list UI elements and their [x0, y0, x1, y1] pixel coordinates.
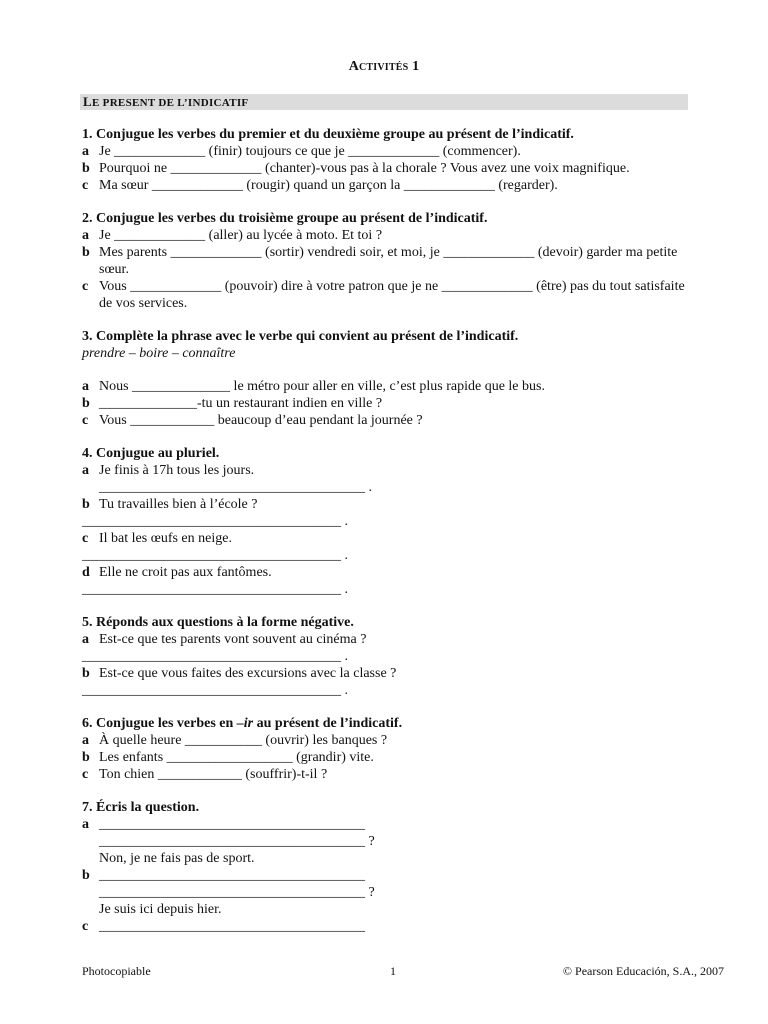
item-label: a [82, 144, 89, 159]
exercise-heading: 5. Réponds aux questions à la forme négative. [82, 615, 354, 630]
heading-text: 6. Conjugue les verbes en [82, 716, 237, 731]
copyright-notice: © Pearson Educación, S.A., 2007 [562, 964, 724, 978]
list-item [82, 631, 687, 648]
list-item [82, 816, 687, 833]
answer-blank: _____________________________________ . [82, 649, 348, 664]
answer-blank: _____________________________________ . [82, 514, 348, 529]
item-label: b [82, 666, 90, 681]
exercise-heading: 3. Complète la phrase avec le verbe qui convient au présent de l’indicatif. [82, 329, 519, 344]
item-label: b [82, 497, 90, 512]
list-item [82, 177, 687, 194]
item-label: c [82, 413, 89, 428]
item-label: a [82, 463, 89, 478]
item-label: b [82, 868, 90, 883]
answer-blank: _____________________________________ . [82, 683, 348, 698]
list-item [82, 160, 687, 177]
item-label: a [82, 228, 89, 243]
list-item [82, 918, 687, 935]
answer-blank: ______________________________________ [99, 919, 365, 934]
item-label: c [82, 531, 89, 546]
item-text: Je finis à 17h tous les jours. [99, 463, 255, 478]
list-item [82, 530, 687, 547]
answer-blank: ______________________________________ ? [99, 885, 375, 900]
exercise-heading: 4. Conjugue au pluriel. [82, 446, 220, 461]
heading-text: au présent de l’indicatif. [253, 716, 403, 731]
list-item [82, 749, 687, 766]
item-text: Ton chien ____________ (souffrir)-t-il ? [99, 767, 328, 782]
answer-text: Non, je ne fais pas de sport. [99, 851, 255, 866]
list-item [82, 884, 687, 901]
exercise-6 [82, 715, 687, 783]
footer-photocopiable: Photocopiable [82, 964, 151, 978]
list-item [82, 227, 687, 244]
answer-text: Je suis ici depuis hier. [99, 902, 222, 917]
verb-ending: –ir [236, 716, 254, 731]
item-text: À quelle heure ___________ (ouvrir) les banques ? [99, 733, 388, 748]
item-label: b [82, 245, 90, 260]
list-item [82, 395, 687, 412]
exercise-heading [82, 715, 687, 732]
answer-blank: _____________________________________ . [82, 548, 348, 563]
list-item [82, 412, 687, 429]
item-text: Est-ce que vous faites des excursions avec la classe ? [99, 666, 397, 681]
answer-line [82, 479, 687, 496]
list-item [82, 278, 687, 312]
answer-line [82, 682, 687, 699]
exercise-list [82, 126, 687, 951]
exercise-3 [82, 328, 687, 429]
exercise-7 [82, 799, 687, 935]
exercise-1 [82, 126, 687, 194]
list-item [82, 378, 687, 395]
page-footer [82, 963, 724, 979]
answer-line [82, 648, 687, 665]
item-text: Vous _____________ (pouvoir) dire à votre patron que je ne _____________ (être) pas du tout satisfaite de vos services. [99, 279, 685, 311]
item-text: Je _____________ (aller) au lycée à moto. Et toi ? [99, 228, 383, 243]
item-label: b [82, 396, 90, 411]
list-item [82, 143, 687, 160]
item-text: Les enfants __________________ (grandir) vite. [99, 750, 374, 765]
band-text: E PRESENT DE L’INDICATIF [91, 97, 249, 109]
exercise-heading: 2. Conjugue les verbes du troisième groupe au présent de l’indicatif. [82, 211, 488, 226]
item-label: c [82, 919, 89, 934]
answer-blank: ______________________________________ ? [99, 834, 375, 849]
answer-blank: ______________________________________ [99, 868, 365, 883]
verb-choices: prendre – boire – connaître [82, 346, 236, 361]
exercise-5 [82, 614, 687, 699]
list-item [82, 901, 687, 918]
list-item [82, 496, 687, 513]
answer-blank: _____________________________________ . [82, 582, 348, 597]
list-item [82, 732, 687, 749]
list-item [82, 462, 687, 479]
page-title: Activités 1 [348, 59, 420, 74]
item-label: a [82, 817, 89, 832]
item-label: b [82, 750, 90, 765]
item-text: Tu travailles bien à l’école ? [99, 497, 258, 512]
section-band [80, 94, 688, 110]
list-item [82, 766, 687, 783]
item-text: Ma sœur _____________ (rougir) quand un garçon la _____________ (regarder). [99, 178, 558, 193]
answer-line [82, 547, 687, 564]
exercise-heading: 7. Écris la question. [82, 800, 200, 815]
item-label: c [82, 767, 89, 782]
exercise-4 [82, 445, 687, 598]
exercise-2 [82, 210, 687, 312]
page-number: 1 [390, 964, 396, 978]
item-text: Il bat les œufs en neige. [99, 531, 232, 546]
answer-blank: ______________________________________ . [99, 480, 372, 495]
item-label: a [82, 379, 89, 394]
list-item [82, 833, 687, 850]
item-text: Est-ce que tes parents vont souvent au cinéma ? [99, 632, 367, 647]
item-label [82, 850, 99, 867]
item-label: b [82, 161, 90, 176]
list-item [82, 867, 687, 884]
item-label [82, 884, 99, 901]
answer-line [82, 581, 687, 598]
band-initial: L [83, 94, 92, 109]
item-label: c [82, 178, 89, 193]
item-text: Nous ______________ le métro pour aller en ville, c’est plus rapide que le bus. [99, 379, 545, 394]
answer-blank: ______________________________________ [99, 817, 365, 832]
list-item [82, 850, 687, 867]
item-text: Pourquoi ne _____________ (chanter)-vous pas à la chorale ? Vous avez une voix magnifique. [99, 161, 630, 176]
list-item [82, 665, 687, 682]
item-label [82, 833, 99, 850]
item-text: Je _____________ (finir) toujours ce que je _____________ (commencer). [99, 144, 521, 159]
exercise-heading: 1. Conjugue les verbes du premier et du deuxième groupe au présent de l’indicatif. [82, 127, 574, 142]
item-label: a [82, 733, 89, 748]
item-label [82, 901, 99, 918]
spacer [82, 362, 687, 378]
item-label: c [82, 279, 89, 294]
list-item [82, 244, 687, 278]
item-text: Mes parents _____________ (sortir) vendredi soir, et moi, je _____________ (devoir) garder ma petite sœur. [99, 245, 678, 277]
answer-line [82, 513, 687, 530]
item-label: a [82, 632, 89, 647]
item-label: d [82, 565, 90, 580]
item-text: Elle ne croit pas aux fantômes. [99, 565, 272, 580]
item-text: ______________-tu un restaurant indien en ville ? [99, 396, 383, 411]
list-item [82, 564, 687, 581]
item-text: Vous ____________ beaucoup d’eau pendant la journée ? [99, 413, 423, 428]
